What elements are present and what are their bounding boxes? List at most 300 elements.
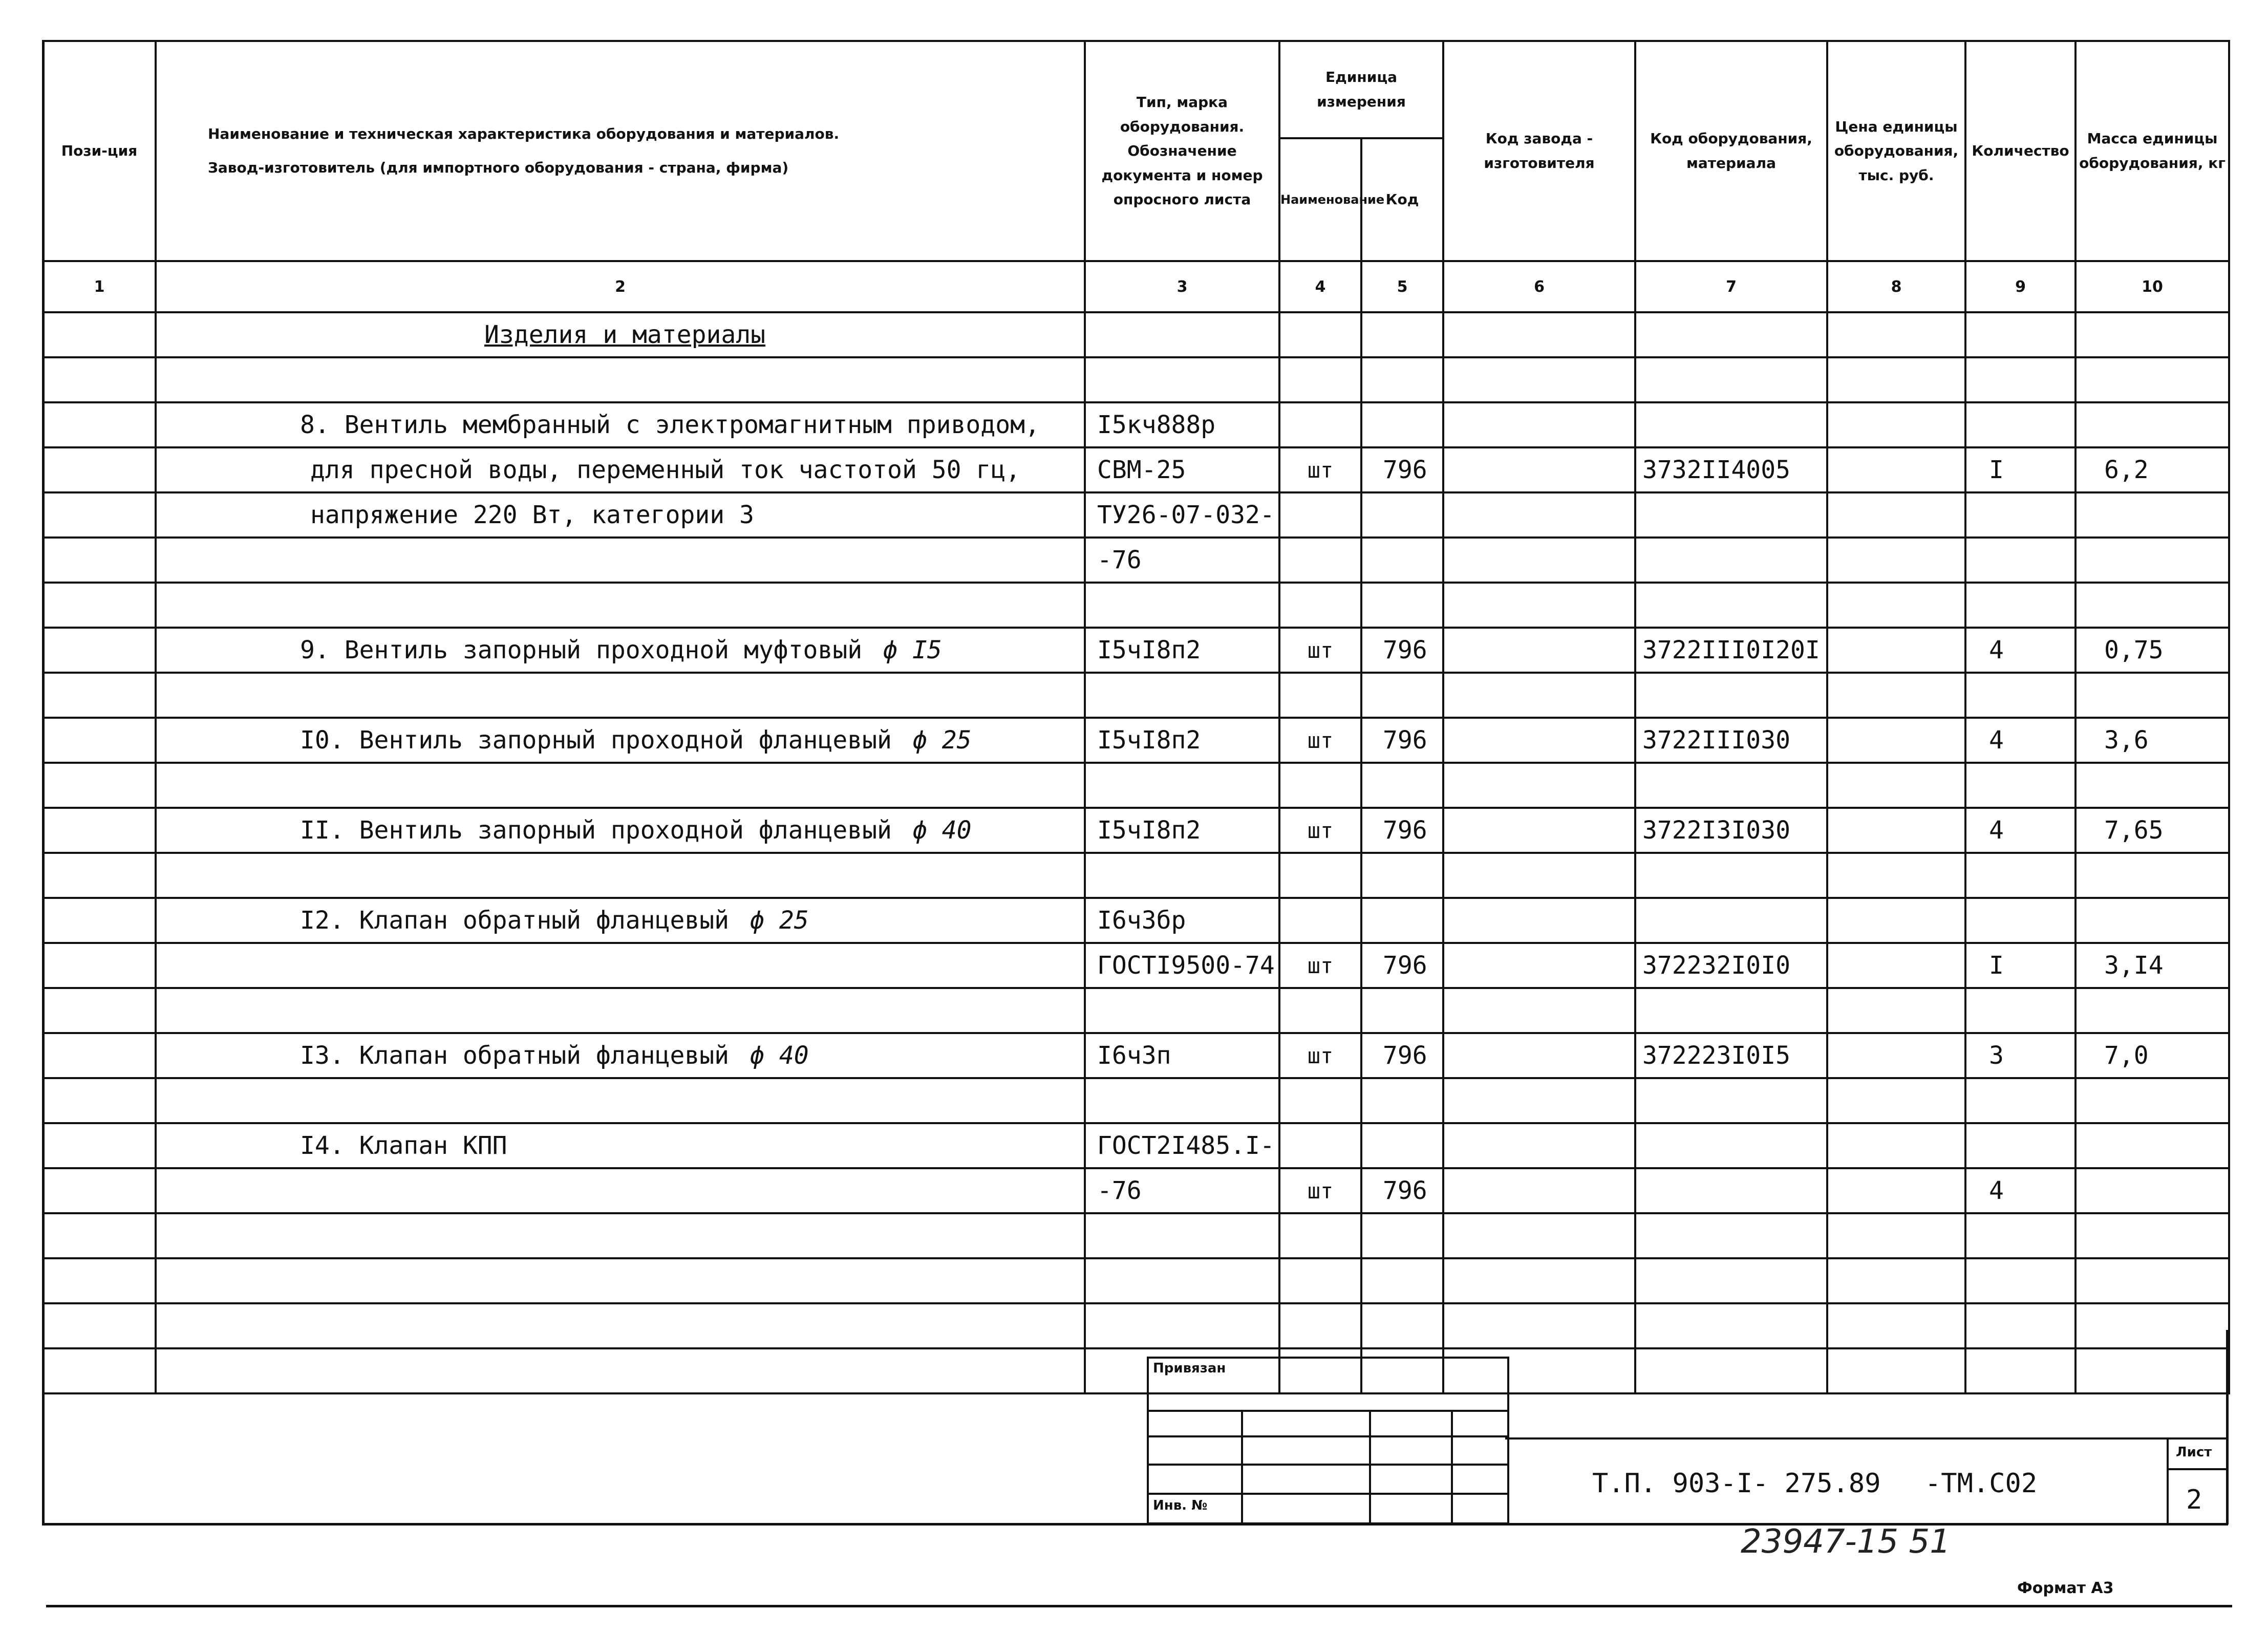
- price-cell: [1827, 538, 1965, 583]
- table-row: [43, 357, 2229, 402]
- item-diameter: ϕ 40: [750, 1041, 809, 1070]
- price-cell: [1827, 628, 1965, 673]
- price-cell: [1827, 1303, 1965, 1348]
- price-cell: [1827, 583, 1965, 628]
- item-name-text: I3. Клапан обратный фланцевый: [300, 1041, 730, 1070]
- equipment-code-cell: [1635, 988, 1827, 1033]
- quantity-cell: [1965, 538, 2076, 583]
- price-cell: [1827, 1348, 1965, 1393]
- name-cell: [156, 402, 1085, 447]
- name-cell: [156, 673, 1085, 718]
- unit-code-cell: 796: [1361, 943, 1443, 988]
- factory-code-cell: [1443, 1168, 1635, 1213]
- type-cell: [1085, 1213, 1279, 1258]
- mass-cell: [2076, 583, 2229, 628]
- position-cell: [43, 853, 156, 898]
- position-cell: [43, 1123, 156, 1168]
- factory-code-cell: [1443, 943, 1635, 988]
- header-type: Тип, марка оборудования. Обозначение документа и номер опросного листа: [1085, 41, 1279, 261]
- price-cell: [1827, 898, 1965, 943]
- unit-name-cell: [1279, 988, 1361, 1033]
- name-cell: [156, 312, 1085, 357]
- quantity-cell: [1965, 1213, 2076, 1258]
- unit-code-cell: 796: [1361, 718, 1443, 763]
- unit-code-cell: [1361, 898, 1443, 943]
- equipment-code-cell: [1635, 898, 1827, 943]
- column-number-row: [43, 261, 2229, 312]
- item-name-text: I4. Клапан КПП: [300, 1131, 507, 1160]
- factory-code-cell: [1443, 718, 1635, 763]
- price-cell: [1827, 312, 1965, 357]
- name-cell: [156, 447, 1085, 492]
- unit-code-cell: [1361, 357, 1443, 402]
- unit-code-cell: [1361, 1123, 1443, 1168]
- unit-name-cell: шт: [1279, 447, 1361, 492]
- sheet-cell-divider: [2167, 1468, 2227, 1470]
- table-row: [43, 1348, 2229, 1393]
- price-cell: [1827, 718, 1965, 763]
- factory-code-cell: [1443, 312, 1635, 357]
- name-cell: [156, 583, 1085, 628]
- equipment-code-cell: [1635, 1123, 1827, 1168]
- name-cell: [156, 1213, 1085, 1258]
- unit-name-cell: [1279, 1078, 1361, 1123]
- item-name-text: 8. Вентиль мембранный с электромагнитным приводом,: [300, 411, 1040, 439]
- stamp-line-3: [1149, 1464, 1507, 1466]
- unit-name-cell: шт: [1279, 808, 1361, 853]
- header-price: Цена единицы оборудования, тыс. руб.: [1827, 41, 1965, 261]
- item-name-text: I0. Вентиль запорный проходной фланцевый: [300, 726, 892, 755]
- factory-code-cell: [1443, 1258, 1635, 1303]
- position-cell: [43, 808, 156, 853]
- factory-code-cell: [1443, 853, 1635, 898]
- unit-code-cell: 796: [1361, 1033, 1443, 1078]
- unit-code-cell: 796: [1361, 447, 1443, 492]
- equipment-code-cell: [1635, 1078, 1827, 1123]
- equipment-code-cell: 372232I0I0: [1635, 943, 1827, 988]
- name-cell: [156, 1168, 1085, 1213]
- name-cell: [156, 1123, 1085, 1168]
- equipment-code-cell: [1635, 1258, 1827, 1303]
- mass-cell: 0,75: [2076, 628, 2229, 673]
- item-name-text: 9. Вентиль запорный проходной муфтовый: [300, 636, 863, 664]
- table-row: [43, 853, 2229, 898]
- position-cell: [43, 583, 156, 628]
- quantity-cell: [1965, 402, 2076, 447]
- quantity-cell: [1965, 853, 2076, 898]
- table-row: [43, 1213, 2229, 1258]
- type-cell: [1085, 1303, 1279, 1348]
- type-cell: [1085, 1078, 1279, 1123]
- unit-name-cell: шт: [1279, 943, 1361, 988]
- price-cell: [1827, 943, 1965, 988]
- table-row: [43, 988, 2229, 1033]
- name-cell: [156, 628, 1085, 673]
- column-number: 7: [1635, 261, 1827, 312]
- stamp-line-4: [1149, 1493, 1507, 1495]
- name-cell: [156, 1348, 1085, 1393]
- quantity-cell: [1965, 357, 2076, 402]
- mass-cell: [2076, 1078, 2229, 1123]
- stamp-vline-2: [1369, 1410, 1371, 1522]
- quantity-cell: I: [1965, 943, 2076, 988]
- unit-code-cell: [1361, 673, 1443, 718]
- price-cell: [1827, 1258, 1965, 1303]
- position-cell: [43, 943, 156, 988]
- type-cell: I5чI8п2: [1085, 718, 1279, 763]
- header-quantity: Количество: [1965, 41, 2076, 261]
- table-row: [43, 583, 2229, 628]
- mass-cell: [2076, 1123, 2229, 1168]
- stamp-vline-1: [1241, 1410, 1243, 1522]
- unit-code-cell: [1361, 1213, 1443, 1258]
- position-cell: [43, 538, 156, 583]
- mass-cell: [2076, 492, 2229, 538]
- mass-cell: 7,65: [2076, 808, 2229, 853]
- table-row: [43, 492, 2229, 538]
- quantity-cell: [1965, 898, 2076, 943]
- name-cell: [156, 538, 1085, 583]
- type-cell: [1085, 1258, 1279, 1303]
- mass-cell: 3,I4: [2076, 943, 2229, 988]
- price-cell: [1827, 1033, 1965, 1078]
- price-cell: [1827, 1078, 1965, 1123]
- item-diameter: ϕ 25: [912, 726, 972, 755]
- mass-cell: [2076, 538, 2229, 583]
- name-cell: [156, 943, 1085, 988]
- mass-cell: [2076, 763, 2229, 808]
- sheet-cell-left: [2167, 1437, 2169, 1524]
- equipment-code-cell: [1635, 402, 1827, 447]
- unit-name-cell: [1279, 673, 1361, 718]
- unit-name-cell: [1279, 312, 1361, 357]
- mass-cell: [2076, 357, 2229, 402]
- type-cell: [1085, 357, 1279, 402]
- unit-code-cell: 796: [1361, 628, 1443, 673]
- table-row: [43, 538, 2229, 583]
- equipment-code-cell: 3722III030: [1635, 718, 1827, 763]
- factory-code-cell: [1443, 1078, 1635, 1123]
- item-diameter: ϕ 40: [912, 816, 972, 845]
- table-row: [43, 718, 2229, 763]
- column-number: 5: [1361, 261, 1443, 312]
- position-cell: [43, 1213, 156, 1258]
- unit-name-cell: [1279, 357, 1361, 402]
- price-cell: [1827, 763, 1965, 808]
- document-designation: Т.П. 903-I- 275.89: [1592, 1468, 1881, 1499]
- type-cell: [1085, 853, 1279, 898]
- specification-table: [42, 40, 2230, 1394]
- position-cell: [43, 988, 156, 1033]
- price-cell: [1827, 357, 1965, 402]
- price-cell: [1827, 447, 1965, 492]
- name-cell: [156, 1078, 1085, 1123]
- table-row: [43, 1258, 2229, 1303]
- equipment-code-cell: [1635, 1168, 1827, 1213]
- bound-label: Привязан: [1153, 1361, 1226, 1376]
- table-row: [43, 628, 2229, 673]
- position-cell: [43, 1078, 156, 1123]
- unit-code-cell: [1361, 583, 1443, 628]
- quantity-cell: [1965, 1348, 2076, 1393]
- unit-name-cell: шт: [1279, 1033, 1361, 1078]
- mass-cell: 7,0: [2076, 1033, 2229, 1078]
- quantity-cell: [1965, 492, 2076, 538]
- mass-cell: [2076, 1348, 2229, 1393]
- header-mass: Масса единицы оборудования, кг: [2076, 41, 2229, 261]
- quantity-cell: 4: [1965, 808, 2076, 853]
- unit-name-cell: [1279, 583, 1361, 628]
- inventory-label: Инв. №: [1153, 1498, 1208, 1513]
- name-cell: [156, 853, 1085, 898]
- name-cell: [156, 492, 1085, 538]
- table-row: [43, 1303, 2229, 1348]
- stamp-vline-3: [1451, 1410, 1453, 1522]
- table-row: [43, 447, 2229, 492]
- header-name-line2: Завод-изготовитель (для импортного оборудования - страна, фирма): [208, 159, 789, 176]
- mass-cell: [2076, 1303, 2229, 1348]
- bound-stamp: [1147, 1357, 1509, 1524]
- name-cell: [156, 718, 1085, 763]
- type-cell: [1085, 583, 1279, 628]
- header-equipment-code: Код оборудования, материала: [1635, 41, 1827, 261]
- mass-cell: [2076, 853, 2229, 898]
- unit-code-cell: 796: [1361, 1168, 1443, 1213]
- type-cell: I5чI8п2: [1085, 628, 1279, 673]
- equipment-code-cell: [1635, 853, 1827, 898]
- factory-code-cell: [1443, 763, 1635, 808]
- name-cell: [156, 357, 1085, 402]
- quantity-cell: [1965, 1258, 2076, 1303]
- handwritten-number: 23947-15 51: [1741, 1523, 1951, 1561]
- item-name-text: для пресной воды, переменный ток частотой 50 гц,: [310, 456, 1021, 484]
- unit-name-cell: [1279, 763, 1361, 808]
- unit-name-cell: [1279, 538, 1361, 583]
- quantity-cell: [1965, 1303, 2076, 1348]
- unit-code-cell: [1361, 1258, 1443, 1303]
- position-cell: [43, 718, 156, 763]
- document-suffix: -ТМ.С02: [1925, 1468, 2038, 1499]
- equipment-code-cell: [1635, 312, 1827, 357]
- column-number: 6: [1443, 261, 1635, 312]
- type-cell: I5кч888р: [1085, 402, 1279, 447]
- mass-cell: [2076, 898, 2229, 943]
- name-cell: [156, 763, 1085, 808]
- quantity-cell: 4: [1965, 1168, 2076, 1213]
- header-unit-name: Наименование: [1279, 138, 1361, 261]
- unit-code-cell: 796: [1361, 808, 1443, 853]
- type-cell: [1085, 988, 1279, 1033]
- type-cell: [1085, 763, 1279, 808]
- item-name-text: II. Вентиль запорный проходной фланцевый: [300, 816, 892, 845]
- factory-code-cell: [1443, 583, 1635, 628]
- mass-cell: [2076, 1258, 2229, 1303]
- equipment-code-cell: 3722III0I20I: [1635, 628, 1827, 673]
- mass-cell: [2076, 1168, 2229, 1213]
- mass-cell: [2076, 402, 2229, 447]
- name-cell: [156, 1033, 1085, 1078]
- factory-code-cell: [1443, 492, 1635, 538]
- sheet-number: 2: [2186, 1485, 2202, 1515]
- position-cell: [43, 673, 156, 718]
- column-number: 10: [2076, 261, 2229, 312]
- position-cell: [43, 1258, 156, 1303]
- position-cell: [43, 312, 156, 357]
- price-cell: [1827, 1168, 1965, 1213]
- quantity-cell: [1965, 583, 2076, 628]
- type-cell: [1085, 673, 1279, 718]
- header-unit-group: Единица измерения: [1279, 41, 1443, 138]
- table-row: [43, 1078, 2229, 1123]
- type-cell: -76: [1085, 1168, 1279, 1213]
- position-cell: [43, 1033, 156, 1078]
- quantity-cell: [1965, 763, 2076, 808]
- column-number: 2: [156, 261, 1085, 312]
- type-cell: ГОСТ2I485.I-: [1085, 1123, 1279, 1168]
- name-cell: [156, 808, 1085, 853]
- format-line: [46, 1605, 2232, 1607]
- header-factory-code: Код завода - изготовителя: [1443, 41, 1635, 261]
- factory-code-cell: [1443, 402, 1635, 447]
- type-cell: ТУ26-07-032-: [1085, 492, 1279, 538]
- unit-name-cell: шт: [1279, 718, 1361, 763]
- factory-code-cell: [1443, 357, 1635, 402]
- factory-code-cell: [1443, 1123, 1635, 1168]
- name-cell: [156, 1303, 1085, 1348]
- column-number: 9: [1965, 261, 2076, 312]
- header-row-1: [43, 41, 2229, 138]
- unit-name-cell: [1279, 1213, 1361, 1258]
- position-cell: [43, 1168, 156, 1213]
- type-cell: I6ч3бр: [1085, 898, 1279, 943]
- table-body: [43, 312, 2229, 1393]
- factory-code-cell: [1443, 988, 1635, 1033]
- unit-name-cell: [1279, 1123, 1361, 1168]
- type-cell: ГОСТI9500-74: [1085, 943, 1279, 988]
- equipment-code-cell: [1635, 673, 1827, 718]
- price-cell: [1827, 1123, 1965, 1168]
- column-number: 3: [1085, 261, 1279, 312]
- unit-name-cell: [1279, 402, 1361, 447]
- equipment-code-cell: 3722I3I030: [1635, 808, 1827, 853]
- type-cell: -76: [1085, 538, 1279, 583]
- equipment-code-cell: [1635, 492, 1827, 538]
- sheet-label: Лист: [2176, 1445, 2212, 1460]
- name-cell: [156, 898, 1085, 943]
- position-cell: [43, 402, 156, 447]
- quantity-cell: [1965, 673, 2076, 718]
- column-number: 4: [1279, 261, 1361, 312]
- factory-code-cell: [1443, 808, 1635, 853]
- unit-code-cell: [1361, 538, 1443, 583]
- item-diameter: ϕ 25: [750, 906, 809, 935]
- title-block-top: [1505, 1437, 2227, 1439]
- header-position: Пози-ция: [43, 41, 156, 261]
- table-row: [43, 402, 2229, 447]
- equipment-code-cell: 372223I0I5: [1635, 1033, 1827, 1078]
- table-row: [43, 312, 2229, 357]
- quantity-cell: [1965, 988, 2076, 1033]
- position-cell: [43, 1303, 156, 1348]
- equipment-code-cell: [1635, 538, 1827, 583]
- quantity-cell: [1965, 1078, 2076, 1123]
- position-cell: [43, 1348, 156, 1393]
- quantity-cell: I: [1965, 447, 2076, 492]
- item-diameter: ϕ I5: [883, 636, 942, 664]
- unit-name-cell: [1279, 1258, 1361, 1303]
- unit-code-cell: [1361, 988, 1443, 1033]
- equipment-code-cell: 3732II4005: [1635, 447, 1827, 492]
- unit-code-cell: [1361, 1078, 1443, 1123]
- equipment-code-cell: [1635, 763, 1827, 808]
- stamp-line-1: [1149, 1410, 1507, 1412]
- type-cell: СВМ-25: [1085, 447, 1279, 492]
- position-cell: [43, 447, 156, 492]
- factory-code-cell: [1443, 1213, 1635, 1258]
- mass-cell: [2076, 312, 2229, 357]
- mass-cell: [2076, 988, 2229, 1033]
- mass-cell: [2076, 1213, 2229, 1258]
- equipment-code-cell: [1635, 583, 1827, 628]
- header-name-line1: Наименование и техническая характеристика оборудования и материалов.: [208, 125, 840, 143]
- unit-name-cell: шт: [1279, 628, 1361, 673]
- price-cell: [1827, 402, 1965, 447]
- equipment-code-cell: [1635, 1213, 1827, 1258]
- unit-code-cell: [1361, 1303, 1443, 1348]
- factory-code-cell: [1443, 898, 1635, 943]
- item-name-text: Изделия и материалы: [484, 320, 766, 349]
- equipment-code-cell: [1635, 357, 1827, 402]
- type-cell: I5чI8п2: [1085, 808, 1279, 853]
- unit-name-cell: [1279, 898, 1361, 943]
- table-row: [43, 898, 2229, 943]
- stamp-line-2: [1149, 1435, 1507, 1437]
- unit-name-cell: [1279, 1303, 1361, 1348]
- unit-code-cell: [1361, 853, 1443, 898]
- name-cell: [156, 1258, 1085, 1303]
- quantity-cell: [1965, 312, 2076, 357]
- price-cell: [1827, 853, 1965, 898]
- column-number: 8: [1827, 261, 1965, 312]
- table-row: [43, 1123, 2229, 1168]
- unit-name-cell: [1279, 492, 1361, 538]
- factory-code-cell: [1443, 1033, 1635, 1078]
- unit-name-cell: [1279, 853, 1361, 898]
- mass-cell: [2076, 673, 2229, 718]
- type-cell: I6ч3п: [1085, 1033, 1279, 1078]
- mass-cell: 6,2: [2076, 447, 2229, 492]
- unit-code-cell: [1361, 763, 1443, 808]
- table-row: [43, 1033, 2229, 1078]
- table-row: [43, 673, 2229, 718]
- table-row: [43, 808, 2229, 853]
- unit-code-cell: [1361, 312, 1443, 357]
- quantity-cell: [1965, 1123, 2076, 1168]
- factory-code-cell: [1443, 673, 1635, 718]
- unit-name-cell: шт: [1279, 1168, 1361, 1213]
- mass-cell: 3,6: [2076, 718, 2229, 763]
- unit-code-cell: [1361, 492, 1443, 538]
- item-name-text: I2. Клапан обратный фланцевый: [300, 906, 730, 935]
- quantity-cell: 4: [1965, 718, 2076, 763]
- table-row: [43, 943, 2229, 988]
- position-cell: [43, 628, 156, 673]
- factory-code-cell: [1443, 1303, 1635, 1348]
- factory-code-cell: [1443, 447, 1635, 492]
- equipment-code-cell: [1635, 1348, 1827, 1393]
- table-row: [43, 1168, 2229, 1213]
- price-cell: [1827, 1213, 1965, 1258]
